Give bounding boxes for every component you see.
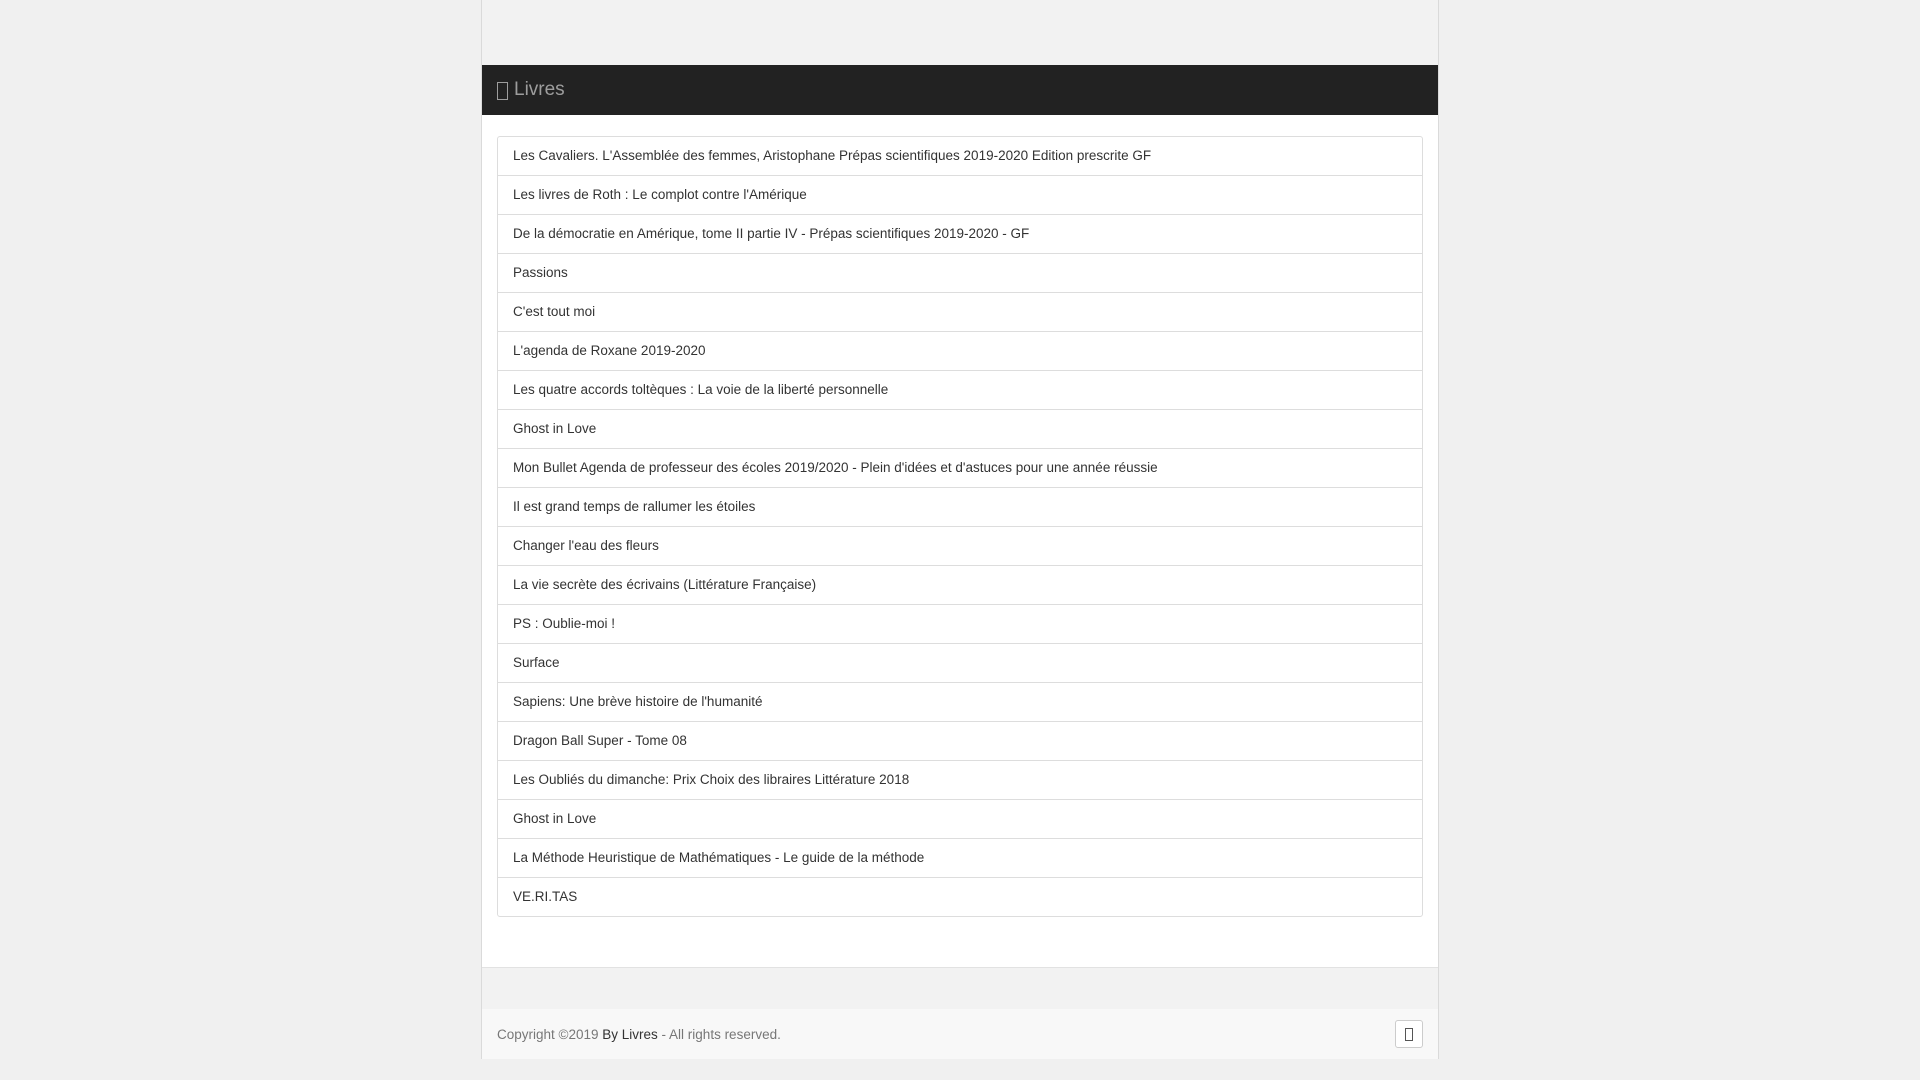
list-item[interactable]: PS : Oublie-moi ! xyxy=(498,605,1422,644)
brand-link[interactable]: By Livres xyxy=(602,1026,658,1042)
scroll-top-button[interactable] xyxy=(1395,1020,1423,1048)
list-item[interactable]: Passions xyxy=(498,254,1422,293)
list-item[interactable]: Les Cavaliers. L'Assemblée des femmes, Aristophane Prépas scientifiques 2019-2020 Edition prescrite GF xyxy=(498,137,1422,176)
list-item[interactable]: La vie secrète des écrivains (Littérature Française) xyxy=(498,566,1422,605)
header-bar xyxy=(482,65,1438,115)
list-item[interactable]: Ghost in Love xyxy=(498,410,1422,449)
top-spacer xyxy=(482,0,1438,65)
copyright-prefix: Copyright ©2019 xyxy=(497,1026,603,1042)
list-item[interactable]: Les quatre accords toltèques : La voie de la liberté personnelle xyxy=(498,371,1422,410)
list-item[interactable]: De la démocratie en Amérique, tome II partie IV - Prépas scientifiques 2019-2020 - GF xyxy=(498,215,1422,254)
arrow-up-icon xyxy=(1405,1028,1413,1041)
list-item[interactable]: Surface xyxy=(498,644,1422,683)
list-item[interactable]: Sapiens: Une brève histoire de l'humanité xyxy=(498,683,1422,722)
page-container xyxy=(481,0,1439,1059)
list-item[interactable]: VE.RI.TAS xyxy=(513,889,578,904)
rights-text: - All rights reserved. xyxy=(657,1026,781,1042)
footer-separator xyxy=(482,967,1438,1010)
copyright-text xyxy=(497,1027,781,1042)
list-item[interactable]: Il est grand temps de rallumer les étoiles xyxy=(498,488,1422,527)
list-item[interactable]: La Méthode Heuristique de Mathématiques - Le guide de la méthode xyxy=(498,839,1422,878)
list-item[interactable]: Les Oubliés du dimanche: Prix Choix des libraires Littérature 2018 xyxy=(498,761,1422,800)
list-item[interactable]: Les livres de Roth : Le complot contre l'Amérique xyxy=(498,176,1422,215)
book-list xyxy=(497,136,1423,917)
book-icon xyxy=(497,82,508,100)
page-title: Livres xyxy=(514,79,565,100)
list-item[interactable]: Dragon Ball Super - Tome 08 xyxy=(498,722,1422,761)
list-item[interactable]: C'est tout moi xyxy=(498,293,1422,332)
footer xyxy=(482,1009,1438,1059)
list-item[interactable]: L'agenda de Roxane 2019-2020 xyxy=(498,332,1422,371)
list-item[interactable]: Mon Bullet Agenda de professeur des écoles 2019/2020 - Plein d'idées et d'astuces pour une année réussie xyxy=(498,449,1422,488)
list-item[interactable]: Changer l'eau des fleurs xyxy=(498,527,1422,566)
list-item[interactable]: Ghost in Love xyxy=(498,800,1422,839)
